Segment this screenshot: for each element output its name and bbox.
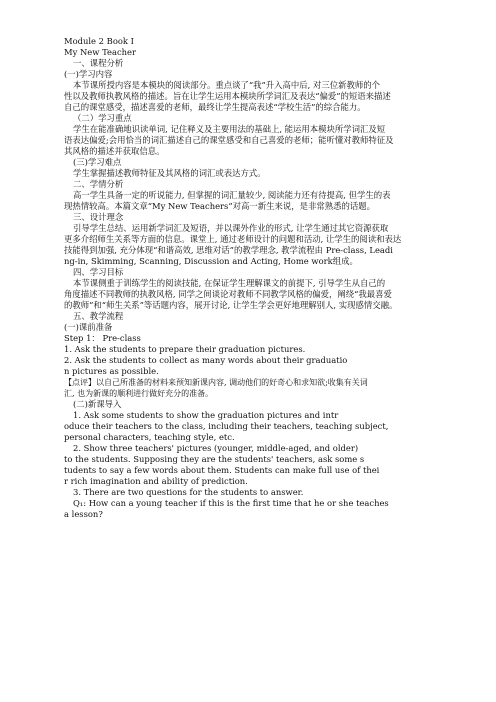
subsection-heading: (三)学习难点 (73, 157, 122, 167)
comment-line: 汇, 也为新课的顺利进行做好充分的准备。 (64, 389, 214, 398)
paragraph-line: 本节课侧重于训练学生的阅读技能, 在保证学生理解课文的前提下, 引导学生从自己的 (73, 278, 386, 288)
paragraph-line: 引导学生总结、运用新学词汇及短语，并以课外作业的形式, 让学生通过其它资源获取 (73, 223, 389, 233)
section-heading: 二、学情分析 (73, 179, 124, 189)
paragraph-line: 本节课所授内容是本模块的阅读部分。重点谈了“我”升入高中后, 对三位新教师的个 (73, 80, 381, 90)
section-heading: 三、设计理念 (73, 212, 124, 222)
paragraph-line: ng-in, Skimming, Scanning, Discussion and Acting, Home work组成。 (64, 256, 358, 266)
paragraph-line: 自己的课堂感受，描述喜爱的老师，最终让学生提高表述“学校生活”的综合能力。 (64, 102, 366, 112)
section-heading: 一、课程分析 (73, 58, 124, 68)
paragraph-line: to the students. Supposing they are the students' teachers, ask some s (64, 454, 365, 464)
paragraph-line: 1. Ask some students to show the graduation pictures and intr (73, 410, 339, 420)
paragraph-line: 的教师”和“师生关系”等话题内容，展开讨论, 让学生学会更好地理解别人, 实现感情交融。 (64, 300, 398, 310)
paragraph-line: tudents to say a few words about them. Students can make full use of thei (64, 465, 380, 475)
subsection-heading: (一)学习内容 (64, 69, 113, 79)
paragraph-line: 现热情较高。本篇文章“My New Teachers”对高一新生来说，是非常熟悉的话题。 (64, 201, 375, 211)
paragraph-line: r rich imagination and ability of prediction. (64, 476, 248, 486)
paragraph-line: 2. Show three teachers' pictures (younger, middle-aged, and older) (73, 443, 359, 453)
subsection-heading: (二)新课导入 (73, 399, 122, 409)
paragraph-line: 高一学生具备一定的听说能力, 但掌握的词汇量较少, 阅读能力还有待提高, 但学生的表 (73, 190, 391, 200)
section-heading: 五、教学流程 (73, 311, 124, 321)
paragraph-line: oduce their teachers to the class, including their teachers, teaching subject, (64, 421, 389, 431)
paragraph-line: 2. Ask the students to collect as many words about their graduatio (64, 355, 348, 365)
section-heading: 四、学习目标 (73, 267, 124, 277)
paragraph-line: personal characters, teaching style, etc. (64, 432, 235, 442)
paragraph-line: 角度描述不同教师的执教风格, 同学之间谈论对教师不同教学风格的偏爱，阐绕“我最喜爱 (64, 289, 392, 299)
subsection-heading: (一)课前准备 (64, 322, 113, 332)
paragraph-line: 其风格的描述并获取信息。 (64, 146, 165, 156)
paragraph-line: 语表达偏爱;会用恰当的词汇描述自己的课堂感受和自己喜爱的老师；能听懂对教师特征及 (64, 135, 394, 145)
module-heading: Module 2 Book I (64, 36, 134, 46)
paragraph-line: Q₁: How can a young teacher if this is the first time that he or she teaches (73, 498, 389, 508)
paragraph-line: 更多介绍师生关系等方面的信息。课堂上, 通过老师设计的问题和活动, 让学生的阅读和表达 (64, 234, 402, 244)
paragraph-line: 学生掌握描述教师特征及其风格的词汇或表达方式。 (73, 168, 266, 178)
step-heading: Step 1： Pre-class (64, 333, 141, 343)
paragraph-line: a lesson? (64, 509, 103, 519)
paragraph-line: n pictures as possible. (64, 366, 159, 376)
paragraph-line: 1. Ask the students to prepare their graduation pictures. (64, 344, 306, 354)
subsection-heading: （二）学习重点 (73, 113, 132, 123)
paragraph-line: 学生在能准确地识读单词, 记住释义及主要用法的基础上, 能运用本模块所学词汇及短 (73, 124, 386, 134)
paragraph-line: 性以及教师执教风格的描述。旨在让学生运用本模块所学词汇及表达“偏爱”的短语来描述 (64, 91, 391, 101)
paragraph-line: 3. There are two questions for the students to answer. (73, 487, 304, 497)
lesson-title: My New Teacher (64, 47, 137, 57)
comment-line: 【点评】以自己所准备的材料来预知新课内容, 调动他们的好奇心和求知欲;收集有关词 (64, 378, 368, 387)
paragraph-line: 技能得到加强, 充分体现“和谐高效, 思维对话”的教学理念, 教学流程由 Pre-class, Leadi (64, 245, 393, 255)
